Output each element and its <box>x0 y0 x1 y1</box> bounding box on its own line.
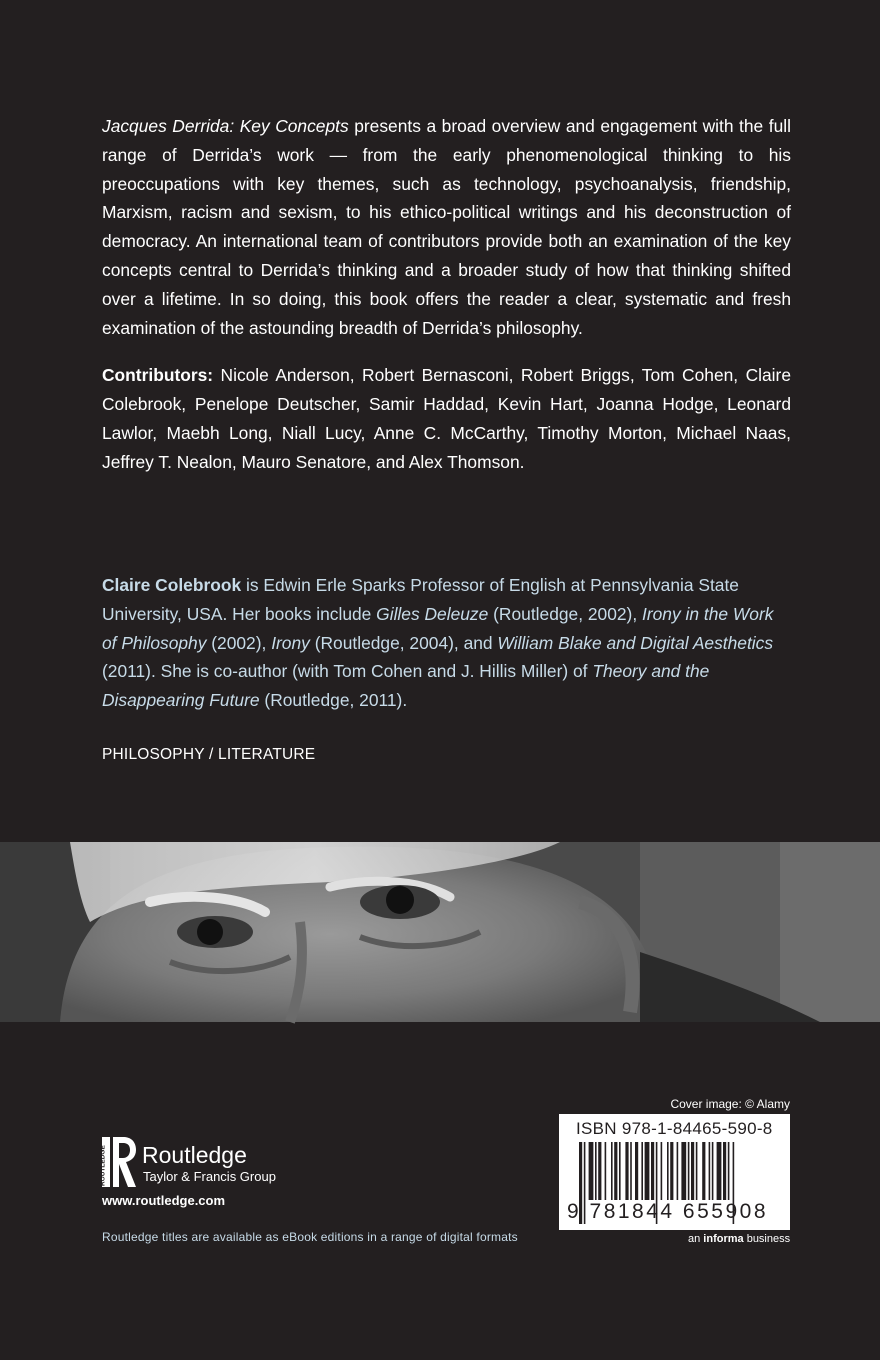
barcode-bar <box>589 1142 594 1200</box>
barcode-digits: 9 781844 655908 <box>567 1200 768 1223</box>
bio-text: (Routledge, 2011). <box>259 690 408 711</box>
bio-text: (2011). She is co-author (with Tom Cohen and J. Hillis Miller) of <box>102 661 593 682</box>
barcode-bar <box>651 1142 654 1200</box>
bio-text: (2002), <box>206 632 272 653</box>
barcode-bar <box>712 1142 714 1200</box>
book-ref: Theory and the Disappearing Future <box>102 661 710 711</box>
publisher-name: Routledge <box>142 1142 247 1168</box>
informa-word: informa <box>703 1233 744 1245</box>
informa-business <box>688 1233 790 1245</box>
informa-suffix: business <box>743 1233 791 1245</box>
book-ref: Irony <box>271 632 310 653</box>
barcode-bar <box>614 1142 617 1200</box>
spine-mark: ROUTLEDGE <box>99 1145 107 1186</box>
portrait-illustration <box>0 842 880 1022</box>
description-paragraph <box>102 112 791 342</box>
informa-prefix: an <box>688 1233 704 1245</box>
contributors-list: Nicole Anderson, Robert Bernasconi, Robert Briggs, Tom Cohen, Claire Colebrook, Penelope Deutscher, Samir Haddad, Kevin Hart, Joanna Hodge, Leonard Lawlor, Maebh Long, Niall Lucy, Anne C. McCarthy, Timothy Morton, Michael Naas, Jeffrey T. Nealon, Mauro Senatore, and Alex Thomson. <box>102 365 791 472</box>
barcode-bar <box>667 1142 669 1200</box>
barcode-bar <box>691 1142 694 1200</box>
routledge-r-icon <box>99 1136 282 1188</box>
publisher-url[interactable]: www.routledge.com <box>102 1193 226 1208</box>
barcode-bar <box>611 1142 613 1200</box>
barcode-bar <box>635 1142 638 1200</box>
barcode-bar <box>709 1142 711 1200</box>
subject-category: PHILOSOPHY / LITERATURE <box>102 746 316 763</box>
barcode-bar <box>723 1142 726 1200</box>
routledge-logo <box>99 1136 282 1193</box>
author-bio <box>102 571 791 715</box>
publisher-group: Taylor & Francis Group <box>143 1169 276 1184</box>
description-text: presents a broad overview and engagement with the full range of Derrida’s work — from the early phenomenological thinking to his preoccupations with key themes, such as technology, psychoanalysis, friendship, Marxism, racism and sexism, to his ethico-political writings and his deconstruction of democracy. An international team of contributors provide both an examination of the key concepts central to Derrida’s thinking and a broader study of how that thinking shifted over a lifetime. In so doing, this book offers the reader a clear, systematic and fresh examination of the astounding breadth of Derrida’s philosophy. <box>102 116 791 338</box>
author-name: Claire Colebrook <box>102 575 242 595</box>
barcode-bar <box>681 1142 686 1200</box>
barcode-bar <box>645 1142 650 1200</box>
contributors-paragraph <box>102 361 791 476</box>
ebook-note: Routledge titles are available as eBook editions in a range of digital formats <box>102 1230 518 1244</box>
barcode-bar <box>702 1142 705 1200</box>
barcode-bar <box>677 1142 679 1200</box>
book-ref: Gilles Deleuze <box>376 603 489 624</box>
barcode-bar <box>688 1142 690 1200</box>
barcode-bar <box>625 1142 628 1200</box>
barcode-bar <box>696 1142 698 1200</box>
barcode-bar <box>630 1142 632 1200</box>
barcode-bar <box>670 1142 673 1200</box>
bio-text: (Routledge, 2002), <box>488 603 643 624</box>
contributors-label: Contributors: <box>102 365 214 386</box>
isbn-label: ISBN 978-1-84465-590-8 <box>576 1119 773 1138</box>
barcode-bar <box>598 1142 601 1200</box>
book-ref: Irony in the Work of Philosophy <box>102 603 774 653</box>
bio-text: (Routledge, 2004), and <box>309 632 498 653</box>
barcode-bar <box>595 1142 597 1200</box>
barcode-bar <box>717 1142 722 1200</box>
book-title: Jacques Derrida: Key Concepts <box>102 116 349 136</box>
barcode-bar <box>661 1142 663 1200</box>
barcode-bar <box>728 1142 730 1200</box>
cover-credit: Cover image: © Alamy <box>670 1097 790 1111</box>
isbn-barcode <box>559 1114 790 1230</box>
book-ref: William Blake and Digital Aesthetics <box>497 632 774 653</box>
bio-text: is Edwin Erle Sparks Professor of English at Pennsylvania State University, USA. Her books include <box>102 575 739 624</box>
barcode-bar <box>605 1142 607 1200</box>
barcode-bar <box>641 1142 643 1200</box>
back-cover-blurb <box>102 112 791 477</box>
barcode-bar <box>619 1142 621 1200</box>
cover-photo-eyes <box>0 842 880 1022</box>
